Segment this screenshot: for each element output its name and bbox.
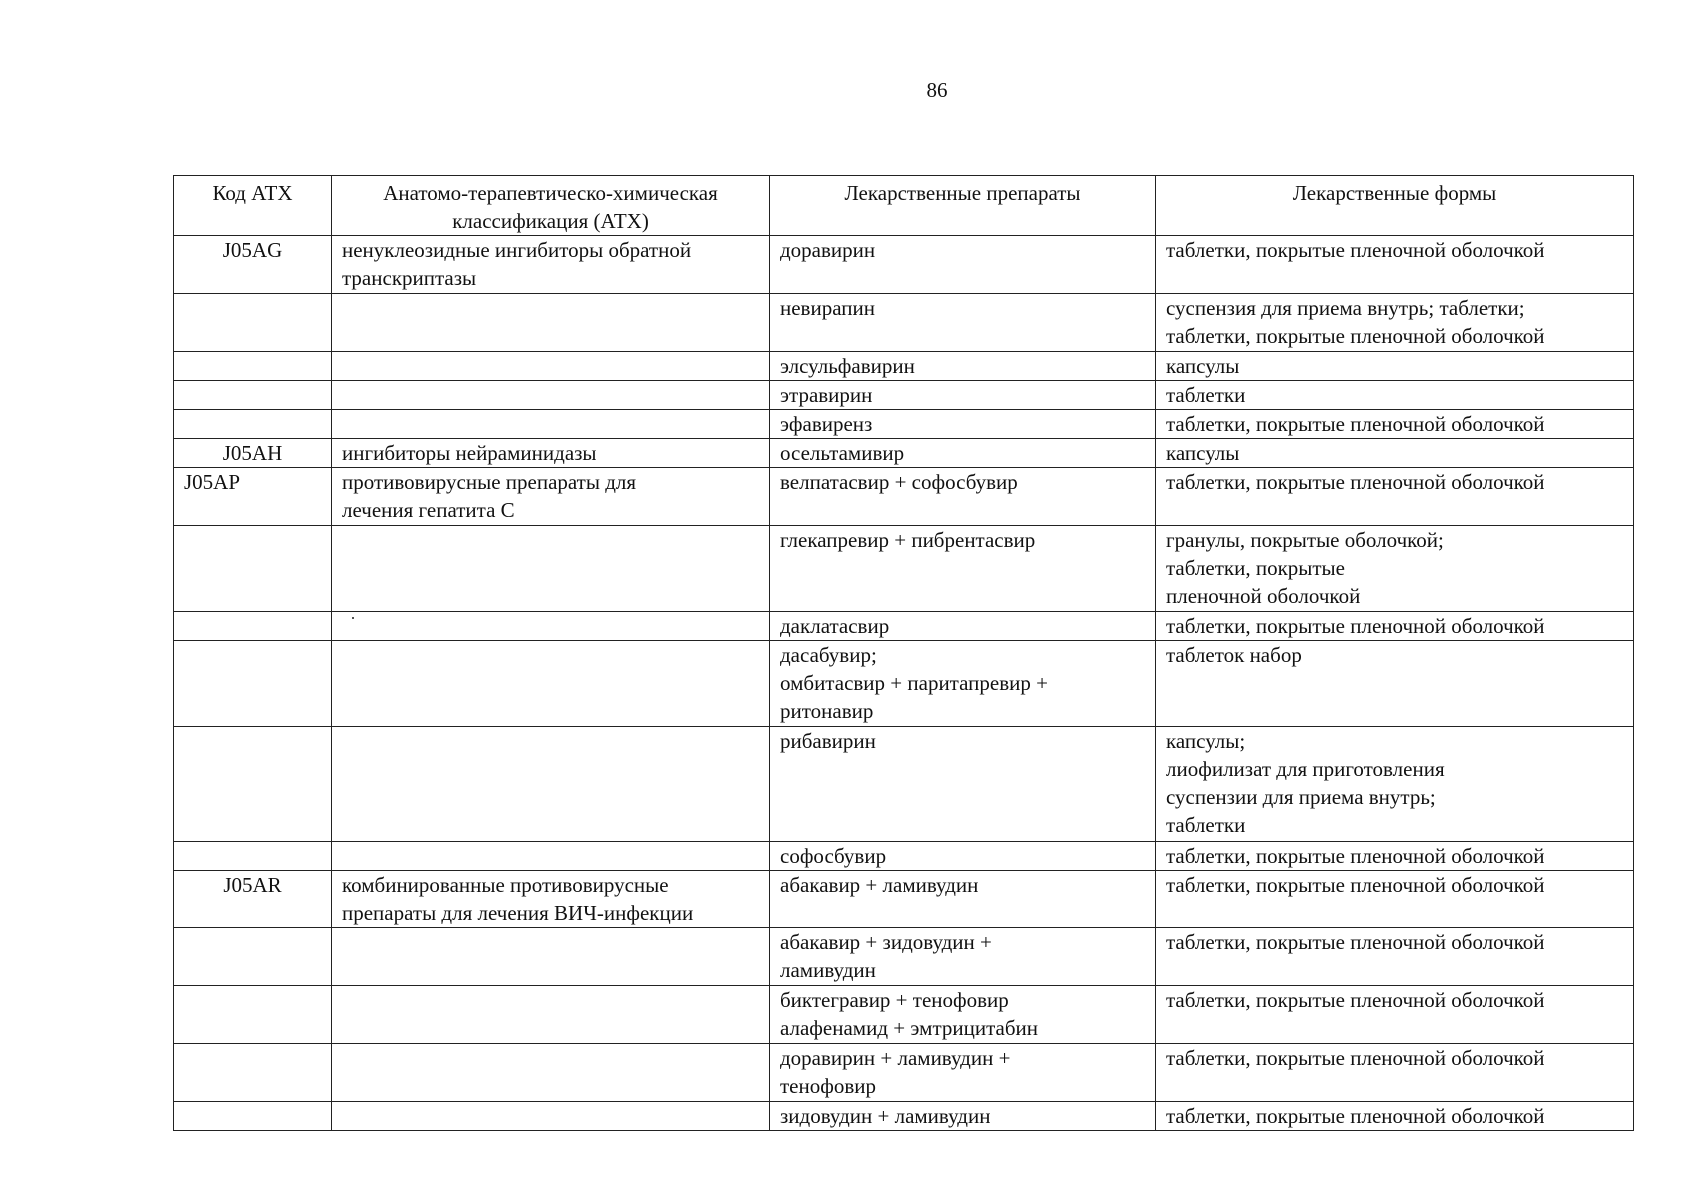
cell-dosage-forms [1156, 352, 1634, 381]
table-row [174, 871, 1634, 928]
cell-atc-code: J05AR [174, 871, 332, 928]
cell-dosage-forms-line: капсулы [1166, 441, 1240, 465]
cell-dosage-forms-line: капсулы; [1166, 729, 1246, 753]
cell-drug-line: велпатасвир + софосбувир [780, 470, 1018, 494]
table-row [174, 468, 1634, 526]
cell-drug-line: элсульфавирин [780, 354, 915, 378]
cell-dosage-forms [1156, 641, 1634, 727]
cell-atc-classification-line: препараты для лечения ВИЧ-инфекции [342, 901, 694, 925]
cell-drug [770, 381, 1156, 410]
cell-dosage-forms [1156, 236, 1634, 294]
cell-atc-code [174, 612, 332, 641]
cell-drug-line: даклатасвир [780, 614, 890, 638]
cell-drug-line: этравирин [780, 383, 873, 407]
cell-atc-classification [332, 294, 770, 352]
table-row [174, 986, 1634, 1044]
cell-dosage-forms [1156, 928, 1634, 986]
cell-drug [770, 468, 1156, 526]
cell-drug-line: тенофовир [780, 1074, 876, 1098]
cell-atc-code [174, 352, 332, 381]
cell-atc-code [174, 381, 332, 410]
drug-table [173, 175, 1634, 1131]
cell-atc-classification [332, 871, 770, 928]
cell-drug-line: эфавиренз [780, 412, 873, 436]
cell-atc-code: J05AH [174, 439, 332, 468]
cell-atc-classification [332, 236, 770, 294]
cell-dosage-forms [1156, 871, 1634, 928]
cell-dosage-forms-line: таблетки [1166, 383, 1246, 407]
table-header-row [174, 176, 1634, 236]
table-row [174, 727, 1634, 842]
cell-atc-classification [332, 986, 770, 1044]
cell-dosage-forms-line: таблетки, покрытые пленочной оболочкой [1166, 930, 1545, 954]
cell-drug-line: абакавир + зидовудин + [780, 930, 992, 954]
cell-dosage-forms [1156, 439, 1634, 468]
header-atc-classification: Анатомо-терапевтическо-химическая классификация (АТХ) [332, 176, 770, 236]
table-row [174, 1044, 1634, 1102]
scan-speck [352, 617, 354, 619]
header-dosage-forms: Лекарственные формы [1156, 176, 1634, 236]
cell-dosage-forms [1156, 727, 1634, 842]
table-body [174, 236, 1634, 1131]
cell-dosage-forms-line: таблетки, покрытые пленочной оболочкой [1166, 988, 1545, 1012]
cell-drug [770, 928, 1156, 986]
cell-dosage-forms [1156, 842, 1634, 871]
cell-dosage-forms [1156, 986, 1634, 1044]
drug-table-container [173, 175, 1633, 1131]
cell-atc-code [174, 986, 332, 1044]
cell-dosage-forms-line: гранулы, покрытые оболочкой; [1166, 528, 1444, 552]
cell-dosage-forms-line: таблетки, покрытые пленочной оболочкой [1166, 238, 1545, 262]
cell-drug [770, 352, 1156, 381]
cell-dosage-forms-line: таблетки, покрытые пленочной оболочкой [1166, 412, 1545, 436]
cell-dosage-forms-line: таблетки, покрытые пленочной оболочкой [1166, 470, 1545, 494]
cell-atc-code [174, 842, 332, 871]
cell-atc-code [174, 526, 332, 612]
cell-drug [770, 727, 1156, 842]
cell-atc-code: J05AG [174, 236, 332, 294]
cell-drug [770, 1102, 1156, 1131]
cell-atc-code: J05AP [174, 468, 332, 526]
cell-dosage-forms [1156, 410, 1634, 439]
cell-dosage-forms [1156, 1102, 1634, 1131]
cell-drug [770, 1044, 1156, 1102]
cell-drug [770, 410, 1156, 439]
cell-drug-line: зидовудин + ламивудин [780, 1104, 991, 1128]
cell-drug [770, 236, 1156, 294]
cell-dosage-forms [1156, 468, 1634, 526]
cell-drug [770, 526, 1156, 612]
cell-atc-classification [332, 410, 770, 439]
cell-drug-line: рибавирин [780, 729, 876, 753]
cell-atc-classification-line: комбинированные противовирусные [342, 873, 669, 897]
cell-dosage-forms-line: таблетки [1166, 813, 1246, 837]
cell-dosage-forms [1156, 294, 1634, 352]
cell-dosage-forms [1156, 1044, 1634, 1102]
table-row [174, 526, 1634, 612]
cell-atc-classification [332, 468, 770, 526]
cell-atc-classification [332, 439, 770, 468]
cell-drug-line: глекапревир + пибрентасвир [780, 528, 1036, 552]
cell-atc-classification [332, 352, 770, 381]
cell-dosage-forms [1156, 612, 1634, 641]
cell-dosage-forms-line: пленочной оболочкой [1166, 584, 1361, 608]
table-row [174, 236, 1634, 294]
cell-drug [770, 612, 1156, 641]
table-row [174, 294, 1634, 352]
cell-atc-classification [332, 727, 770, 842]
cell-drug-line: ламивудин [780, 958, 876, 982]
table-row [174, 641, 1634, 727]
cell-drug [770, 842, 1156, 871]
cell-atc-code [174, 410, 332, 439]
cell-dosage-forms-line: таблетки, покрытые пленочной оболочкой [1166, 614, 1545, 638]
cell-atc-classification [332, 381, 770, 410]
table-row [174, 842, 1634, 871]
cell-dosage-forms-line: таблетки, покрытые [1166, 556, 1345, 580]
cell-drug-line: алафенамид + эмтрицитабин [780, 1016, 1039, 1040]
header-drugs: Лекарственные препараты [770, 176, 1156, 236]
cell-dosage-forms-line: капсулы [1166, 354, 1240, 378]
cell-atc-code [174, 294, 332, 352]
cell-drug [770, 986, 1156, 1044]
header-atc-code: Код АТХ [174, 176, 332, 236]
page-number: 86 [926, 78, 948, 102]
cell-drug-line: дасабувир; [780, 643, 877, 667]
table-row [174, 1102, 1634, 1131]
cell-atc-classification [332, 641, 770, 727]
cell-dosage-forms-line: таблетки, покрытые пленочной оболочкой [1166, 324, 1545, 348]
cell-atc-code [174, 1044, 332, 1102]
cell-dosage-forms-line: суспензия для приема внутрь; таблетки; [1166, 296, 1525, 320]
cell-dosage-forms [1156, 526, 1634, 612]
cell-drug-line: абакавир + ламивудин [780, 873, 979, 897]
cell-drug-line: омбитасвир + паритапревир + [780, 671, 1048, 695]
cell-drug-line: биктегравир + тенофовир [780, 988, 1009, 1012]
cell-dosage-forms-line: таблетки, покрытые пленочной оболочкой [1166, 1046, 1545, 1070]
cell-drug-line: невирапин [780, 296, 875, 320]
cell-dosage-forms-line: лиофилизат для приготовления [1166, 757, 1445, 781]
cell-atc-classification-line: ненуклеозидные ингибиторы обратной [342, 238, 692, 262]
cell-drug-line: доравирин + ламивудин + [780, 1046, 1011, 1070]
cell-atc-code [174, 641, 332, 727]
cell-atc-classification-line: транскриптазы [342, 266, 477, 290]
cell-drug-line: ритонавир [780, 699, 874, 723]
cell-atc-code [174, 1102, 332, 1131]
cell-dosage-forms-line: таблетки, покрытые пленочной оболочкой [1166, 1104, 1545, 1128]
cell-atc-classification [332, 526, 770, 612]
cell-atc-classification-line: ингибиторы нейраминидазы [342, 441, 597, 465]
table-row [174, 410, 1634, 439]
cell-drug-line: доравирин [780, 238, 876, 262]
cell-drug-line: софосбувир [780, 844, 887, 868]
table-row [174, 381, 1634, 410]
table-row [174, 928, 1634, 986]
table-row [174, 439, 1634, 468]
cell-atc-classification [332, 612, 770, 641]
cell-drug [770, 641, 1156, 727]
cell-atc-classification-line: противовирусные препараты для [342, 470, 637, 494]
cell-dosage-forms-line: таблетки, покрытые пленочной оболочкой [1166, 844, 1545, 868]
cell-dosage-forms [1156, 381, 1634, 410]
cell-dosage-forms-line: таблетки, покрытые пленочной оболочкой [1166, 873, 1545, 897]
cell-atc-classification [332, 842, 770, 871]
cell-drug [770, 439, 1156, 468]
cell-drug-line: осельтамивир [780, 441, 905, 465]
cell-atc-classification [332, 1044, 770, 1102]
cell-atc-code [174, 727, 332, 842]
table-row [174, 612, 1634, 641]
cell-drug [770, 294, 1156, 352]
cell-drug [770, 871, 1156, 928]
cell-atc-code [174, 928, 332, 986]
cell-dosage-forms-line: суспензии для приема внутрь; [1166, 785, 1436, 809]
cell-atc-classification [332, 1102, 770, 1131]
cell-atc-classification [332, 928, 770, 986]
table-row [174, 352, 1634, 381]
cell-atc-classification-line: лечения гепатита С [342, 498, 515, 522]
cell-dosage-forms-line: таблеток набор [1166, 643, 1302, 667]
